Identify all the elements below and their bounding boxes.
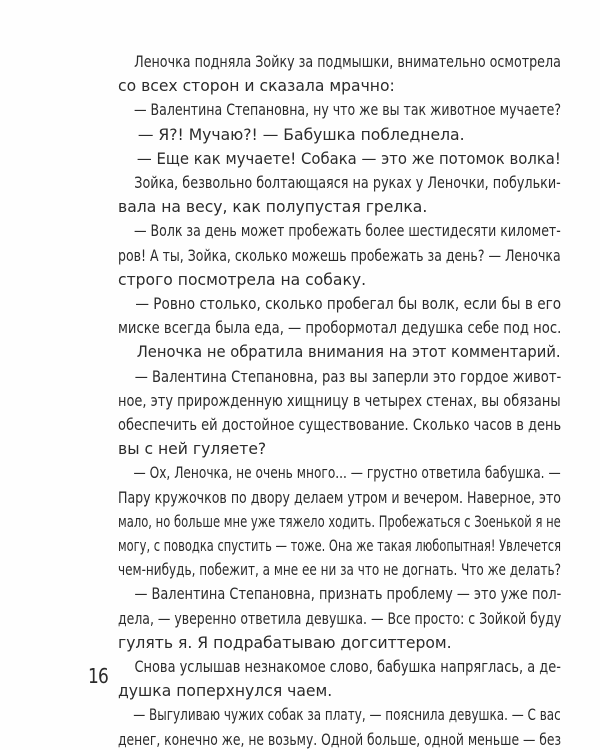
paragraph — [118, 703, 561, 751]
text-line: — Волк за день может пробежать более шестидесяти километ- — [133, 222, 561, 241]
text-line: — Валентина Степановна, ну что же вы так животное мучаете? — [133, 101, 562, 120]
page-number: 16 — [88, 664, 108, 688]
text-line: вала на весу, как полупустая грелка. — [118, 198, 428, 217]
text-line: денег, конечно же, не возьму. Одной больше, одной меньше — без — [118, 730, 562, 749]
text-line: — Выгуливаю чужих собак за плату, — пояснила девушка. — С вас — [133, 706, 561, 725]
text-line: миске всегда была еда, — пробормотал дедушка себе под нос. — [118, 319, 562, 338]
paragraph — [118, 98, 561, 122]
text-line: Снова услышав незнакомое слово, бабушка напряглась, а де- — [134, 658, 561, 677]
paragraph — [118, 147, 561, 171]
paragraph — [118, 461, 561, 582]
text-line: гулять я. Я подрабатываю догситтером. — [118, 633, 452, 652]
paragraph — [118, 655, 561, 703]
text-line: могу, с поводка спустить — тоже. Она же такая любопытная! Увлечется — [118, 537, 561, 556]
text-line: дела, — уверенно ответила девушка. — Все просто: с Зойкой буду — [118, 609, 562, 628]
text-line: — Ровно столько, сколько пробегал бы волк, если бы в его — [135, 295, 562, 314]
text-line: ров! А ты, Зойка, сколько можешь пробежать за день? — Леночка — [118, 246, 561, 265]
text-line: — Еще как мучаете! Собака — это же потомок волка! — [136, 149, 561, 168]
paragraph — [118, 123, 561, 147]
paragraph — [118, 171, 561, 219]
paragraph — [118, 292, 561, 340]
text-line: со всех сторон и сказала мрачно: — [118, 77, 395, 96]
text-line: — Валентина Степановна, признать проблему — это уже пол- — [134, 585, 562, 604]
text-line: ное, эту прирожденную хищницу в четырех стенах, вы обязаны — [118, 391, 561, 410]
paragraph — [118, 50, 561, 98]
text-line: строго посмотрела на собаку. — [118, 270, 367, 289]
body-text — [118, 50, 561, 752]
text-line: вы с ней гуляете? — [118, 440, 267, 459]
text-line: — Ох, Леночка, не очень много... — грустно ответила бабушка. — — [133, 464, 561, 483]
text-line: Зойка, безвольно болтающаяся на руках у Леночки, побульки- — [134, 174, 561, 193]
text-line: Пару кружочков по двору делаем утром и вечером. Наверное, это — [118, 488, 561, 507]
text-line: — Я?! Мучаю?! — Бабушка побледнела. — [137, 125, 465, 144]
text-line: обеспечить ей достойное существование. Сколько часов в день — [118, 416, 562, 435]
paragraph — [118, 340, 561, 364]
text-line: — Валентина Степановна, раз вы заперли это гордое живот- — [134, 367, 562, 386]
text-line: душка поперхнулся чаем. — [118, 682, 333, 701]
paragraph — [118, 219, 561, 292]
text-line: чем-нибудь, побежит, а мне ее ни за что не догнать. Что же делать? — [118, 561, 561, 580]
text-line: мало, но больше мне уже тяжело ходить. Пробежаться с Зоенькой я не — [118, 512, 561, 531]
paragraph — [118, 582, 561, 655]
text-line: Леночка не обратила внимания на этот комментарий. — [136, 343, 561, 362]
paragraph — [118, 365, 561, 462]
text-line: Леночка подняла Зойку за подмышки, внимательно осмотрела — [134, 53, 561, 71]
